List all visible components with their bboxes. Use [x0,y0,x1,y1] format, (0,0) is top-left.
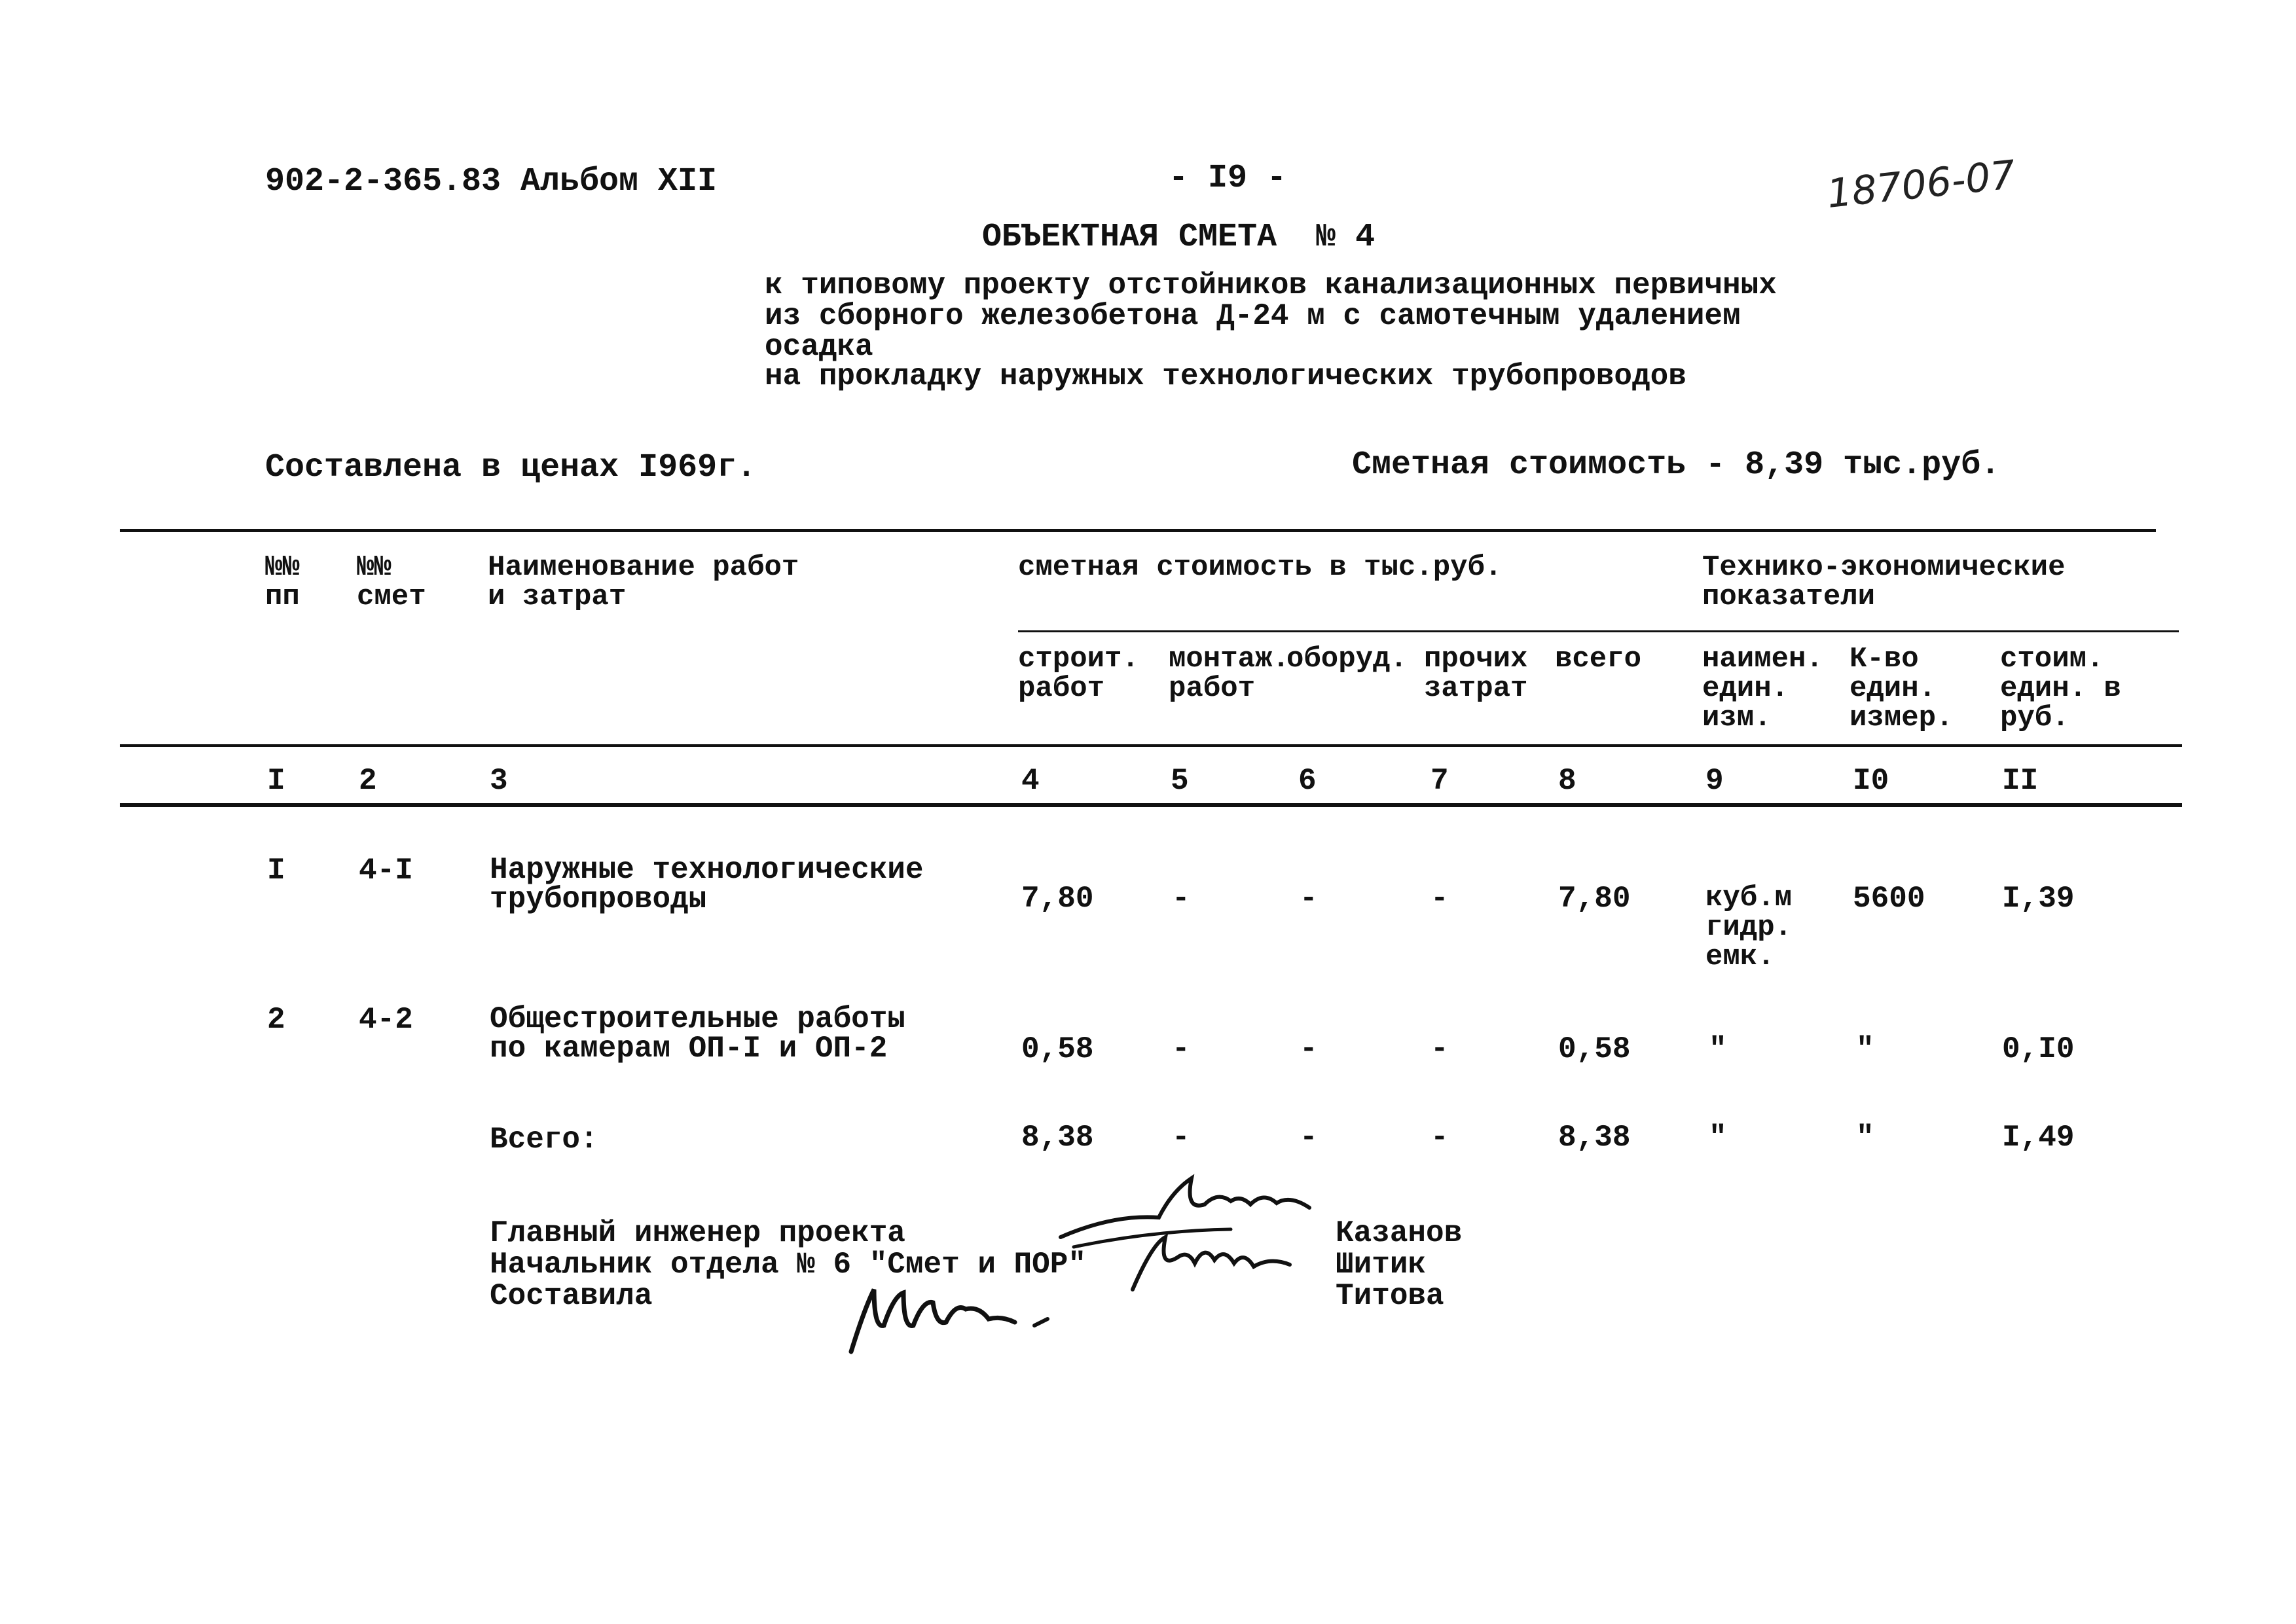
signature-compiler [838,1263,1074,1362]
header-kvo: К-во един. измер. [1850,643,1954,734]
table-top-rule [120,529,2156,532]
prices-note: Составлена в ценах I969г. [265,449,757,486]
row2-montazh: - [1172,1032,1190,1066]
album-label: Альбом XII [520,163,718,200]
title-line-1: к типовому проекту отстойников канализационных первичных [765,268,1777,302]
row1-qty: 5600 [1853,882,1925,916]
title-line-4: на прокладку наружных технологических трубопроводов [765,359,1686,393]
colnum-6: 6 [1298,764,1317,798]
column-numbers-rule [120,803,2182,807]
total-label: Всего: [490,1123,598,1157]
colnum-8: 8 [1558,764,1576,798]
header-smeta: №№ смет [357,551,426,613]
colnum-2: 2 [359,764,377,798]
header-naimen: наимен. един. изм. [1702,643,1823,734]
colnum-11: II [2002,764,2039,798]
total-prochih: - [1430,1121,1449,1155]
total-oborud: - [1300,1121,1318,1155]
row2-unit: " [1709,1032,1727,1066]
row1-unit-cost: I,39 [2002,882,2075,916]
colnum-5: 5 [1171,764,1189,798]
row2-unit-cost: 0,I0 [2002,1032,2075,1066]
header-name: Наименование работ и затрат [488,551,799,613]
row1-name: Наружные технологические трубопроводы [490,853,924,916]
signature-department-head [1113,1218,1322,1303]
page-number: - I9 - [1169,160,1287,197]
colnum-7: 7 [1430,764,1449,798]
row2-qty: " [1856,1032,1874,1066]
colnum-4: 4 [1021,764,1040,798]
row1-vsego: 7,80 [1558,882,1631,916]
row2-smeta: 4-2 [359,1003,413,1037]
total-qty: " [1856,1121,1874,1155]
handwritten-number: 18706-07 [1825,152,2018,217]
row1-oborud: - [1300,882,1318,916]
row1-num: I [267,854,285,888]
header-montazh: монтаж. работ [1169,643,1290,705]
row2-num: 2 [267,1003,285,1037]
row1-stroit: 7,80 [1021,882,1094,916]
doc-code: 902-2-365.83 [265,163,501,200]
subheader-rule [1018,630,2179,632]
total-unit: " [1709,1121,1727,1155]
header-stoim: стоим. един. в руб. [2000,643,2121,734]
colnum-3: 3 [490,764,508,798]
header-prochih: прочих затрат [1424,643,1528,705]
total-vsego: 8,38 [1558,1121,1631,1155]
row2-name: Общестроительные работы по камерам ОП-I и ОП-2 [490,1002,905,1066]
row1-unit: куб.м гидр. емк. [1705,882,1793,973]
colnum-9: 9 [1705,764,1724,798]
row1-prochih: - [1430,882,1449,916]
total-unit-cost: I,49 [2002,1121,2075,1155]
total-stroit: 8,38 [1021,1121,1094,1155]
row1-montazh: - [1172,882,1190,916]
row2-prochih: - [1430,1032,1449,1066]
header-oborud: оборуд. [1286,643,1408,676]
title-line-3: осадка [765,330,873,364]
row2-vsego: 0,58 [1558,1032,1631,1066]
header-bottom-rule [120,744,2182,747]
colnum-10: I0 [1853,764,1889,798]
signature-roles: Главный инженер проекта Начальник отдела № 6 "Смет и ПОР" Составила [490,1216,1086,1313]
header-cost-group: сметная стоимость в тыс.руб. [1018,551,1503,584]
title-line-2: из сборного железобетона Д-24 м с самотечным удалением [765,299,1741,333]
total-montazh: - [1172,1121,1190,1155]
header-vsego: всего [1555,643,1642,676]
colnum-1: I [267,764,285,798]
estimate-cost: Сметная стоимость - 8,39 тыс.руб. [1352,446,2001,484]
header-stroit: строит. работ [1018,643,1139,705]
header-tech-group: Технико-экономические показатели [1702,551,2066,613]
row2-stroit: 0,58 [1021,1032,1094,1066]
row1-smeta: 4-I [359,854,413,888]
estimate-heading: ОБЪЕКТНАЯ СМЕТА № 4 [982,219,1376,256]
row2-oborud: - [1300,1032,1318,1066]
header-num: №№ пп [265,551,300,613]
signature-names: Казанов Шитик Титова [1336,1216,1463,1313]
